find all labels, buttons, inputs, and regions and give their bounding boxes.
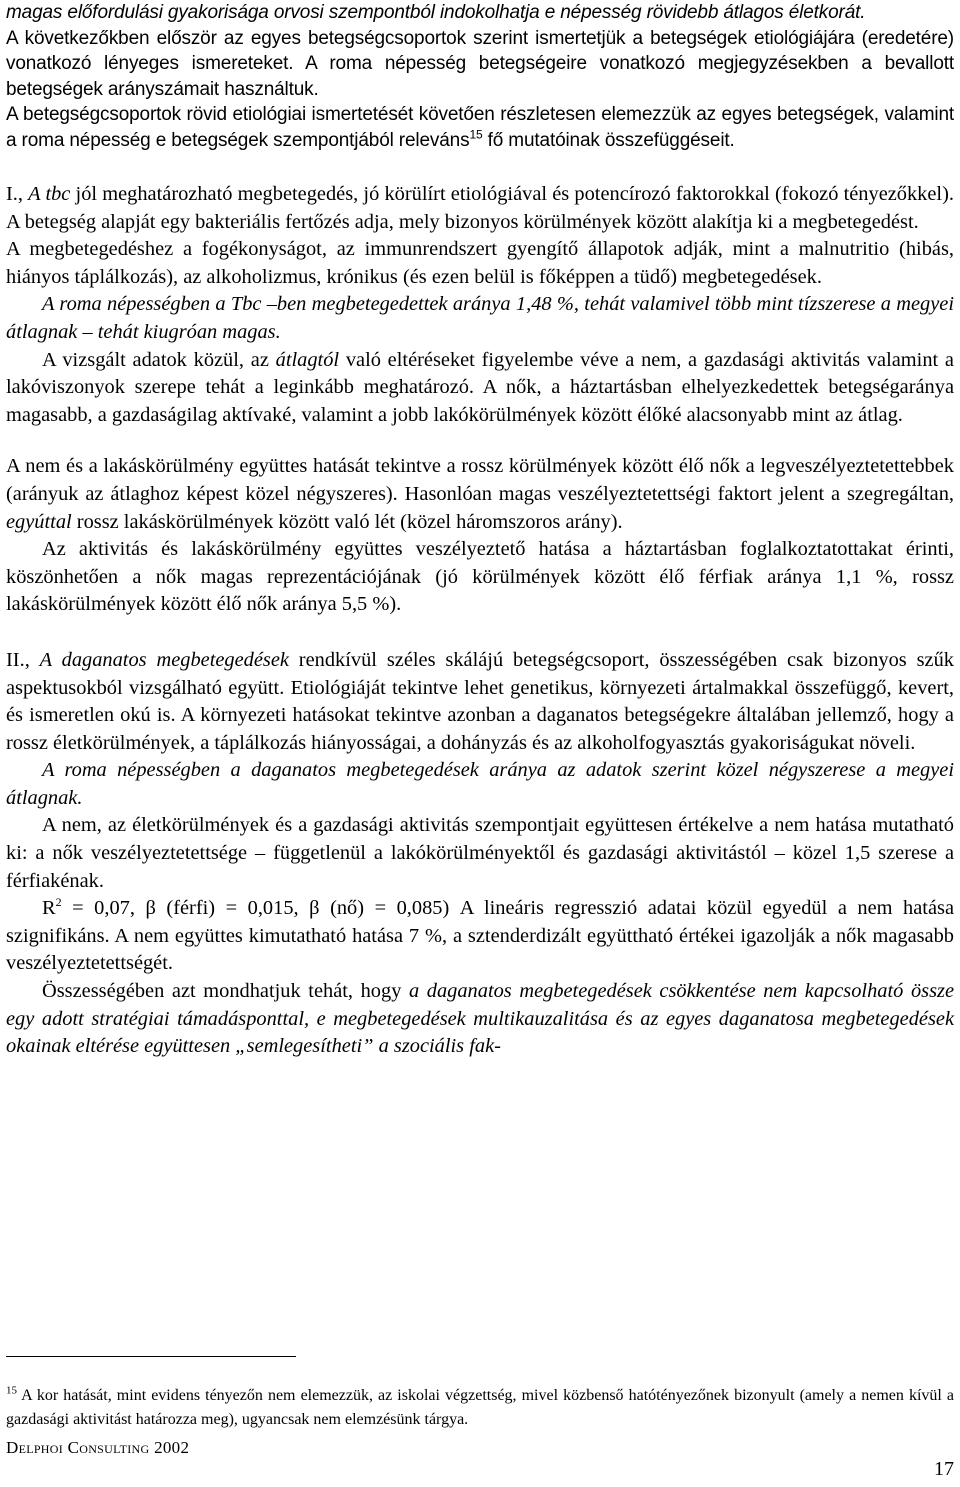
page-number: 17 (934, 1458, 954, 1480)
tbc-paragraph-5: A nem és a lakáskörülmény együttes hatását tekintve a rossz körülmények között élő nők a legveszélyeztetettebbek (arányuk az átlaghoz képest közel négyszeres). Hasonlóan magas veszélyeztetettségi faktort jelent a szegregáltan, egyúttal rossz lakáskörülmények között való lét (közel háromszoros arány). (6, 455, 954, 533)
cancer-paragraph-4: $R^2 = 0,07$, β (férfi) = 0,015, β (nő) = 0,085) A lineáris regresszió adatai közül egyedül a nem hatása szignifikáns. A nem együttes kimutatható hatása 7 %, a sztenderdizált együttható értékei igazolják a nők magasabb veszélyeztetettségét. (6, 895, 954, 975)
cancer-paragraph-3: A nem, az életkörülmények és a gazdasági aktivitás szempontjait együttesen értékelve a nem hatása mutatható ki: a nők veszélyeztetettsége – függetlenül a lakókörülményektől és gazdasági aktivitástól – közel 1,5 szerese a férfiakénak. (6, 814, 954, 892)
section-title: A daganatos megbetegedések (39, 648, 289, 671)
footer-year: 2002 (154, 1438, 190, 1457)
section-tbc (6, 181, 954, 619)
intro-p3-text: A betegségcsoportok rövid etiológiai ismertetését követően részletesen elemezzük az egyes betegségek, valamint a roma népesség e betegségek szempontjából releváns (6, 104, 954, 151)
intro-p3-end: fő mutatóinak összefüggéseit. (482, 129, 735, 151)
intro-paragraph-3 (6, 102, 954, 153)
page-footer (6, 1438, 189, 1458)
section-number: I. (6, 183, 18, 205)
footnote-15 (6, 1384, 954, 1432)
section-cancer (6, 647, 954, 1061)
tbc-paragraph-4: A vizsgált adatok közül, az átlagtól való eltéréseket figyelembe véve a nem, a gazdasági aktivitás valamint a lakóviszonyok szerepe tehát a leginkább meghatározó. A nők, a háztartásban elhelyezkedettek betegségaránya magasabb, a gazdaságilag aktívaké, valamint a jobb lakókörülmények között élőké alacsonyabb mint az átlag. (6, 348, 954, 426)
tbc-paragraph-2: A megbetegedéshez a fogékonyságot, az immunrendszert gyengítő állapotok adják, mint a malnutritio (hibás, hiányos táplálkozás), az alkoholizmus, krónikus (és ezen belül is főképpen a tüdő) megbetegedések. (6, 238, 954, 288)
section-number: II. (6, 648, 25, 671)
cancer-paragraph-2: A roma népességben a daganatos megbetegedések aránya az adatok szerint közel négyszerese a megyei átlagnak. (6, 759, 954, 809)
tbc-paragraph-3: A roma népességben a Tbc –ben megbetegedettek aránya 1,48 %, tehát valamivel több mint tízszerese a megyei átlagnak – tehát kiugróan magas. (6, 293, 954, 343)
document-body (6, 0, 954, 1061)
tbc-paragraph-1: I., A tbc jól meghatározható megbetegedés, jó körülírt etiológiával és potencírozó faktorokkal (fokozó tényezőkkel). A betegség alapját egy bakteriális fertőzés adja, mely bizonyos körülmények között alakítja ki a megbetegedést. (6, 183, 954, 233)
footnote-text: A kor hatását, mint evidens tényezőn nem elemezzük, az iskolai végzettség, mivel közbenső hatótényezőnek bizonyult (amely a nemen kívül a gazdasági aktivitást határozza meg), ugyancsak nem elemzésünk tárgya. (6, 1387, 954, 1428)
footnote-divider (6, 1356, 296, 1357)
section-title: A tbc (28, 183, 71, 205)
footer-company: Delphoi Consulting (6, 1438, 150, 1457)
tbc-paragraph-6: Az aktivitás és lakáskörülmény együttes veszélyeztető hatása a háztartásban foglalkoztatottakat érinti, köszönhetően a nők magas reprezentációjának (jó körülmények között élő férfiak aránya 1,1 %, rossz lakáskörülmények között élő nők aránya 5,5 %). (6, 538, 954, 616)
footnote-mark: 15 (6, 1384, 17, 1397)
intro-paragraph-2: A következőkben először az egyes betegségcsoportok szerint ismertetjük a betegségek etiológiájára (eredetére) vonatkozó lényeges ismereteket. A roma népesség betegségeire vonatkozó megjegyzésekben a bevallott betegségek arányszámait használtuk. (6, 27, 954, 100)
cancer-paragraph-1: II., A daganatos megbetegedések rendkívül széles skálájú betegségcsoport, összességében csak bizonyos szűk aspektusokból vizsgálható együtt. Etiológiáját tekintve lehet genetikus, környezeti ártalmakkal összefüggő, kevert, és ismeretlen okú is. A környezeti hatásokat tekintve azonban a daganatos betegségekre általában jellemző, hogy a rossz életkörülmények, a táplálkozás hiányosságai, a dohányzás és az alkoholfogyasztás gyakoriságukat növeli. (6, 648, 954, 754)
intro-paragraph-1: magas előfordulási gyakorisága orvosi szempontból indokolhatja e népesség rövidebb átlagos életkorát. (6, 2, 866, 23)
footnote-ref-15[interactable]: 15 (469, 127, 483, 142)
cancer-paragraph-5: Összességében azt mondhatjuk tehát, hogy a daganatos megbetegedések csökkentése nem kapcsolható össze egy adott stratégiai támadásponttal, e megbetegedések multikauzalitása és az egyes daganatosa megbetegedések okainak eltérése együttesen „semlegesítheti” a szociális fak- (6, 980, 954, 1058)
